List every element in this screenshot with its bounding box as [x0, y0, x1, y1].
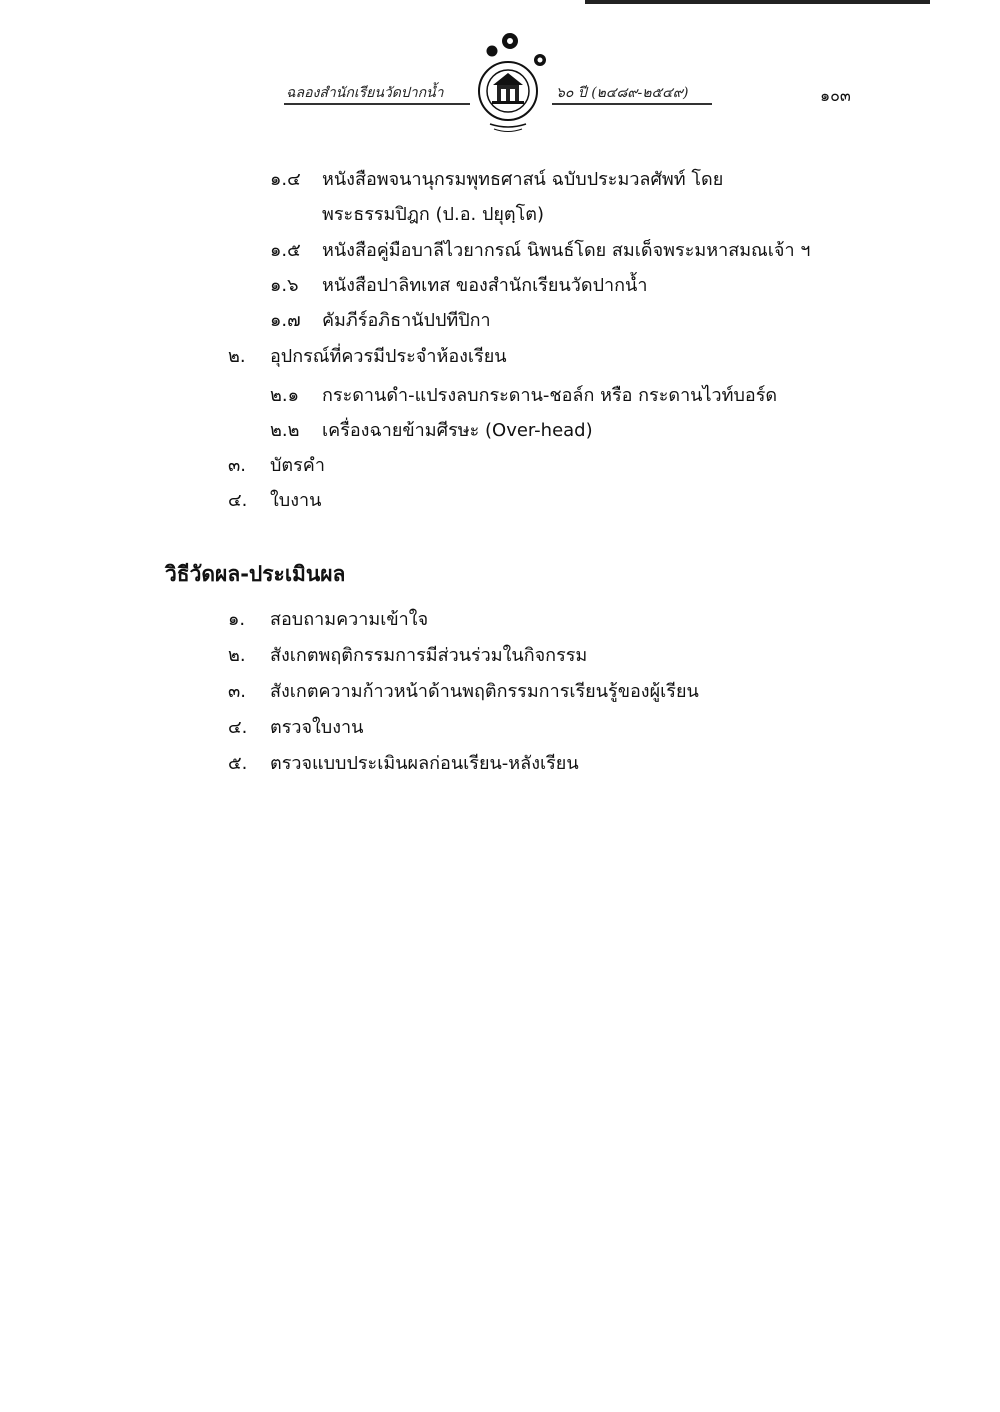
item-number: ๕.: [228, 753, 248, 774]
header-left-title: ฉลองสำนักเรียนวัดปากน้ำ: [286, 85, 444, 101]
item-text: หนังสือพจนานุกรมพุทธศาสน์ ฉบับประมวลศัพท์ โดย: [322, 169, 724, 190]
page-header: [0, 30, 1000, 140]
item-text: สอบถามความเข้าใจ: [270, 609, 429, 630]
list-item: [270, 415, 593, 444]
list-item: [228, 450, 325, 479]
item-number: ๑.๕: [270, 240, 301, 261]
item-number: ๑.๖: [270, 275, 299, 296]
item-text: หนังสือคู่มือบาลีไวยากรณ์ นิพนธ์โดย สมเด็จพระมหาสมณเจ้า ฯ: [322, 240, 811, 261]
header-rule-left: [284, 103, 470, 105]
list-item: [228, 712, 363, 741]
header-right-title: ๖๐ ปี (๒๔๘๙-๒๕๔๙): [556, 85, 689, 101]
list-item: [228, 748, 579, 777]
list-item: [228, 676, 699, 705]
item-text: อุปกรณ์ที่ควรมีประจำห้องเรียน: [270, 346, 507, 367]
item-number: ๓.: [228, 681, 247, 702]
item-number: ๑.๔: [270, 169, 301, 190]
item-text: สังเกตพฤติกรรมการมีส่วนร่วมในกิจกรรม: [270, 645, 588, 666]
item-text: สังเกตความก้าวหน้าด้านพฤติกรรมการเรียนรู้ของผู้เรียน: [270, 681, 699, 702]
item-text: ตรวจแบบประเมินผลก่อนเรียน-หลังเรียน: [270, 753, 579, 774]
list-item: [228, 640, 587, 669]
list-item: [270, 305, 491, 334]
item-number: ๒.๒: [270, 420, 300, 441]
item-number: ๑.๗: [270, 310, 301, 331]
list-item: [270, 164, 723, 193]
item-number: ๒.: [228, 346, 246, 367]
item-number: ๓.: [228, 455, 247, 476]
list-item: [228, 341, 507, 370]
item-text: หนังสือปาลิทเทส ของสำนักเรียนวัดปากน้ำ: [322, 275, 648, 296]
item-text: เครื่องฉายข้ามศีรษะ (Over-head): [322, 420, 593, 441]
item-text: ใบงาน: [270, 490, 322, 511]
list-item: [270, 235, 810, 264]
item-text: กระดานดำ-แปรงลบกระดาน-ชอล์ก หรือ กระดานไวท์บอร์ด: [322, 385, 778, 406]
section-heading: วิธีวัดผล-ประเมินผล: [165, 562, 346, 586]
top-edge-rule: [585, 0, 930, 4]
item-text: บัตรคำ: [270, 455, 325, 476]
header-rule-right: [552, 103, 712, 105]
list-item: [270, 270, 647, 299]
list-item: [228, 604, 428, 633]
item-number: ๒.: [228, 645, 246, 666]
list-item-continuation: [322, 199, 544, 228]
item-number: ๑.: [228, 609, 246, 630]
item-number: ๔.: [228, 490, 248, 511]
list-item: [270, 380, 777, 409]
list-item: [228, 485, 321, 514]
page-number: ๑๐๓: [820, 86, 851, 105]
item-text: พระธรรมปิฎก (ป.อ. ปยุตฺโต): [322, 204, 544, 225]
temple-seal-icon: [470, 30, 550, 135]
item-text: ตรวจใบงาน: [270, 717, 364, 738]
item-number: ๒.๑: [270, 385, 300, 406]
item-number: ๔.: [228, 717, 248, 738]
item-text: คัมภีร์อภิธานัปปทีปิกา: [322, 310, 491, 331]
